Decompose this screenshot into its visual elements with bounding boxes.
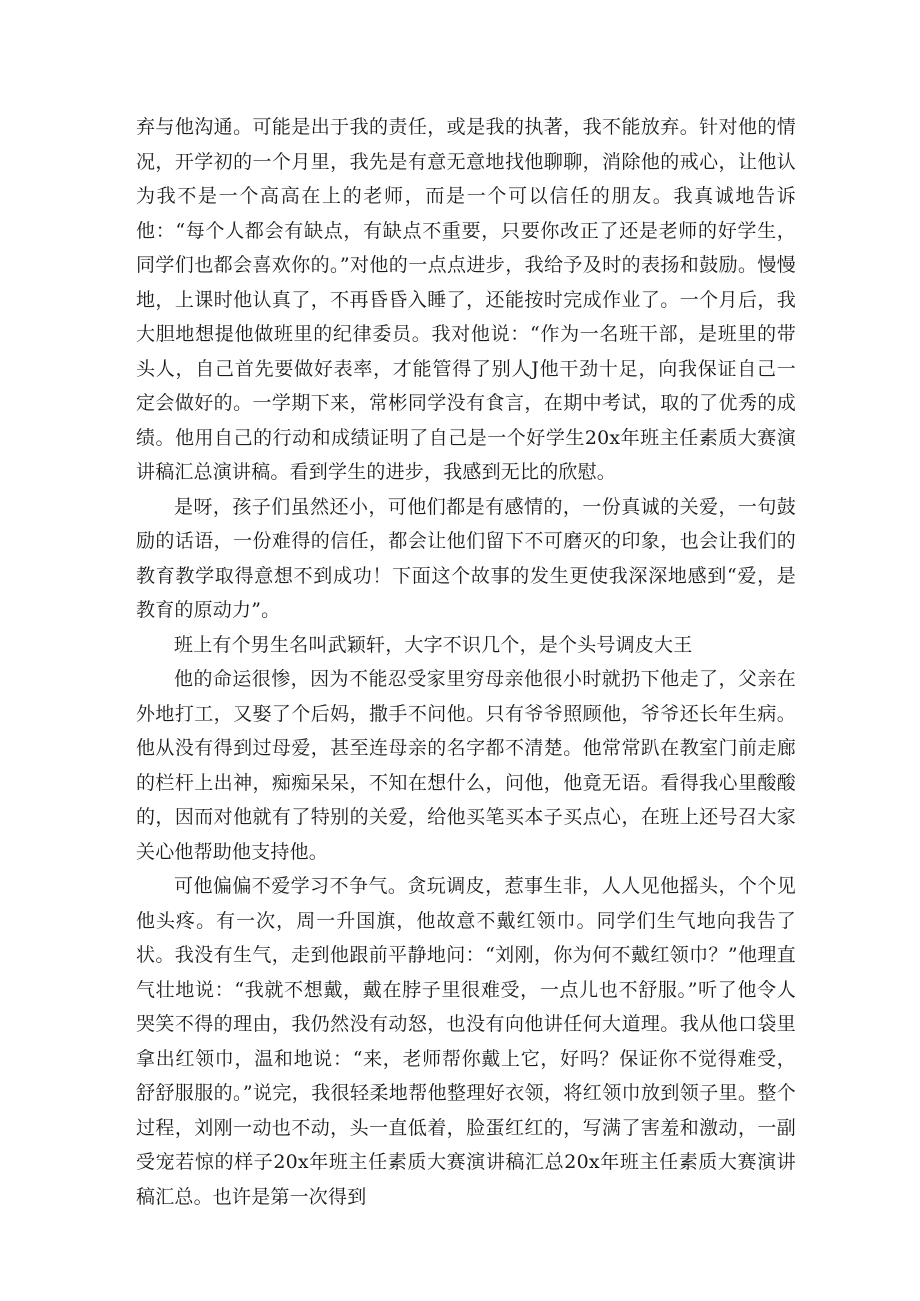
- paragraph-3: 班上有个男生名叫武颖轩，大字不识几个，是个头号调皮大王: [174, 633, 693, 656]
- paragraph-1: 弃与他沟通。可能是出于我的责任，或是我的执著，我不能放弃。针对他的情况，开学初的一个月里，我先是有意无意地找他聊聊，消除他的戒心，让他认为我不是一个高高在上的老师，而是一个可以信任的朋友。我真诚地告诉他：“每个人都会有缺点，有缺点不重要，只要你改正了还是老师的好学生，同学们也都会喜欢你的。”对他的一点点进步，我给予及时的表扬和鼓励。慢慢地，上课时他认真了，不再昏昏入睡了，还能按时完成作业了。一个月后，我大胆地想提他做班里的纪律委员。我对他说：“作为一名班干部，是班里的带头人，自己首先要做好表率，才能管得了别人J他干劲十足，向我保证自己一定会做好的。一学期下来，常彬同学没有食言，在期中考试，取的了优秀的成绩。他用自己的行动和成绩证明了自己是一个好学生20x年班主任素质大赛演讲稿汇总演讲稿。看到学生的进步，我感到无比的欣慰。: [136, 116, 796, 483]
- paragraph-5: 可他偏偏不爱学习不争气。贪玩调皮，惹事生非，人人见他摇头，个个见他头疼。有一次，周一升国旗，他故意不戴红领巾。同学们生气地向我告了状。我没有生气，走到他跟前平静地问：“刘刚，你为何不戴红领巾？”他理直气壮地说：“我就不想戴，戴在脖子里很难受，一点儿也不舒服。”听了他令人哭笑不得的理由，我仍然没有动怒，也没有向他讲任何大道理。我从他口袋里拿出红领巾，温和地说：“来，老师帮你戴上它，好吗？保证你不觉得难受，舒舒服服的。”说完，我很轻柔地帮他整理好衣领，将红领巾放到领子里。整个过程，刘刚一动也不动，头一直低着，脸蛋红红的，写满了害羞和激动，一副受宠若惊的样子20x年班主任素质大赛演讲稿汇总20x年班主任素质大赛演讲稿汇总。也许是第一次得到: [136, 875, 796, 1208]
- paragraph-4: 他的命运很惨，因为不能忍受家里穷母亲他很小时就扔下他走了，父亲在外地打工，又娶了个后妈，撒手不问他。只有爷爷照顾他，爷爷还长年生病。他从没有得到过母爱，甚至连母亲的名字都不清楚。他常常趴在教室门前走廊的栏杆上出神，痴痴呆呆，不知在想什么，问他，他竟无语。看得我心里酸酸的，因而对他就有了特别的关爱，给他买笔买本子买点心，在班上还号召大家关心他帮助他支持他。: [136, 668, 796, 863]
- paragraph-2: 是呀，孩子们虽然还小，可他们都是有感情的，一份真诚的关爱，一句鼓励的话语，一份难得的信任，都会让他们留下不可磨灭的印象，也会让我们的教育教学取得意想不到成功！下面这个故事的发生更使我深深地感到“爱，是教育的原动力”。: [136, 495, 796, 621]
- document-body: [136, 110, 796, 1214]
